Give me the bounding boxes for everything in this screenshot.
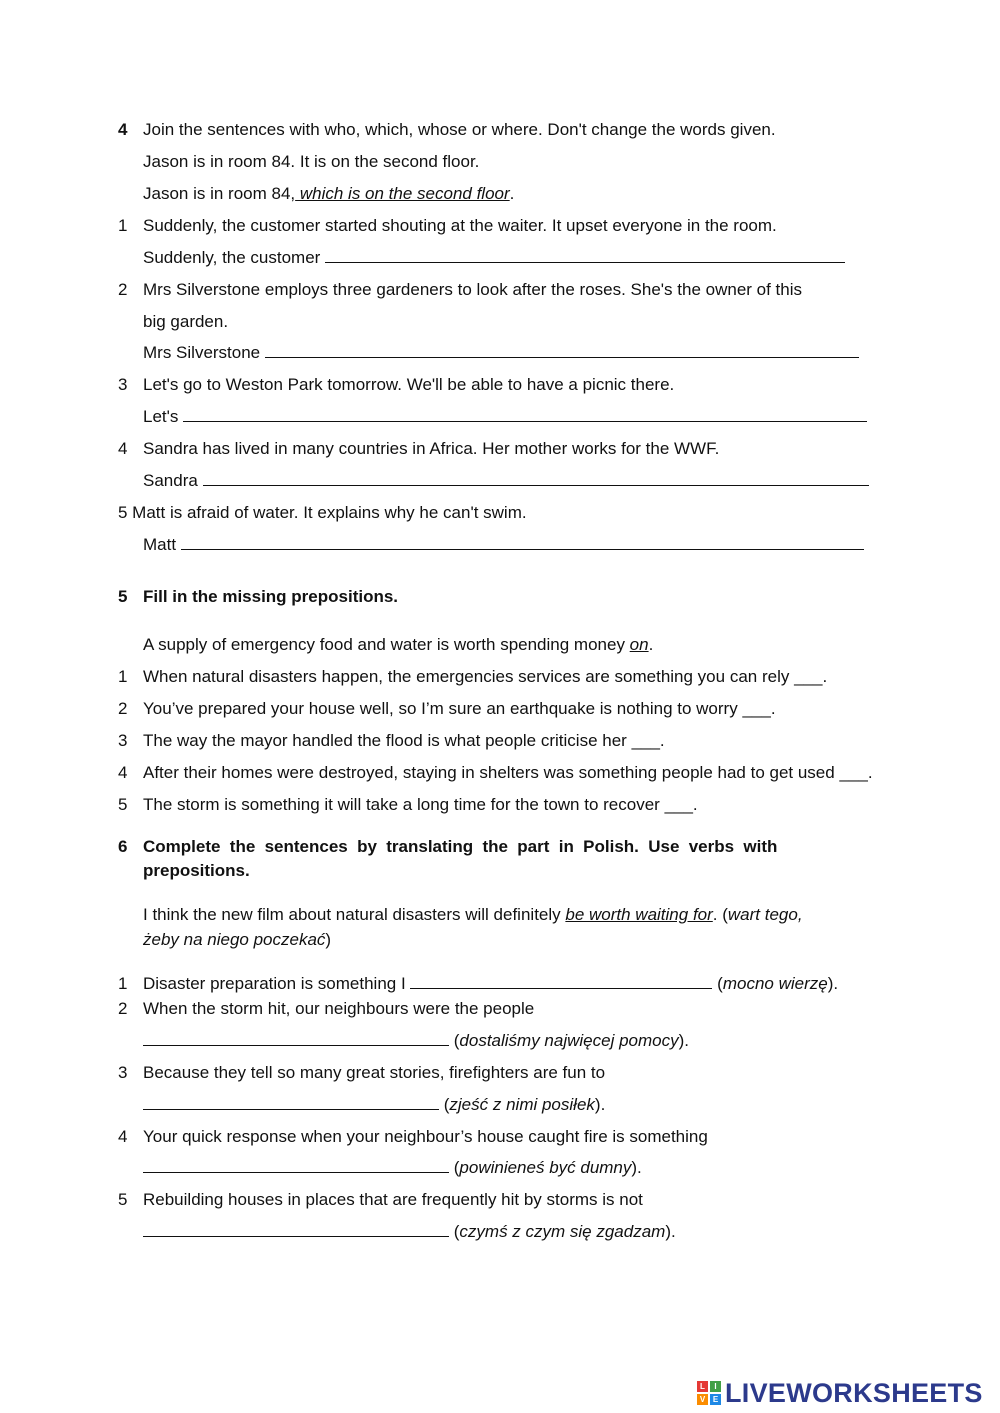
ex6-item-1-hint: mocno wierzę bbox=[722, 974, 828, 993]
ex5-item-4-text: After their homes were destroyed, staying in shelters was something people had to get used bbox=[143, 763, 835, 782]
ex5-item-3-blank[interactable]: ___. bbox=[631, 731, 665, 750]
ex5-item-1-text: When natural disasters happen, the emergencies services are something you can rely bbox=[143, 667, 790, 686]
ex5-item-1-number: 1 bbox=[118, 667, 128, 686]
ex6-example-end: ) bbox=[325, 930, 332, 949]
ex4-item-4-start: Sandra bbox=[143, 471, 198, 490]
ex6-example-line1 bbox=[143, 904, 803, 926]
ex4-item-2-answer-field[interactable] bbox=[265, 342, 859, 358]
ex6-item-2-hint: dostaliśmy najwięcej pomocy bbox=[459, 1031, 679, 1050]
ex4-item-2-answer-line bbox=[143, 342, 859, 364]
ex4-item-3-answer-field[interactable] bbox=[183, 406, 867, 422]
ex4-item-5-answer-line bbox=[143, 534, 864, 556]
ex5-item-4 bbox=[143, 762, 873, 784]
ex6-example-line2 bbox=[143, 929, 331, 951]
ex4-example-start: Jason is in room 84, bbox=[143, 184, 296, 203]
ex4-item-1-answer-field[interactable] bbox=[325, 247, 845, 263]
ex6-item-5-number: 5 bbox=[118, 1190, 128, 1209]
ex4-item-5-start: Matt bbox=[143, 535, 177, 554]
ex5-item-5-blank[interactable]: ___. bbox=[664, 795, 698, 814]
ex6-item-2-answer-line bbox=[143, 1030, 689, 1052]
ex6-instruction-line1: Complete the sentences by translating the part in Polish. Use verbs with bbox=[143, 837, 778, 856]
ex6-item-3-number: 3 bbox=[118, 1063, 128, 1082]
ex6-item-4-number: 4 bbox=[118, 1127, 128, 1146]
ex6-example-mid: . ( bbox=[712, 905, 728, 924]
ex4-item-4-answer-line bbox=[143, 470, 869, 492]
ex6-item-4-answer-field[interactable] bbox=[143, 1158, 449, 1173]
ex4-example-end: . bbox=[509, 184, 515, 203]
ex4-example-answer bbox=[143, 183, 514, 205]
ex4-instruction: Join the sentences with who, which, whose or where. Don't change the words given. bbox=[143, 120, 776, 139]
ex5-item-3-text: The way the mayor handled the flood is what people criticise her bbox=[143, 731, 627, 750]
ex4-item-3-number: 3 bbox=[118, 375, 128, 394]
ex5-item-2 bbox=[143, 698, 776, 720]
ex6-item-2-text: When the storm hit, our neighbours were the people bbox=[143, 999, 535, 1018]
ex6-item-3-answer-field[interactable] bbox=[143, 1095, 439, 1110]
ex4-item-4-answer-field[interactable] bbox=[203, 470, 869, 486]
ex5-item-1-blank[interactable]: ___. bbox=[794, 667, 828, 686]
ex4-item-5-prompt: 5 Matt is afraid of water. It explains why he can't swim. bbox=[118, 503, 527, 522]
ex6-item-5-text: Rebuilding houses in places that are frequently hit by storms is not bbox=[143, 1190, 643, 1209]
ex5-item-2-blank[interactable]: ___. bbox=[742, 699, 776, 718]
ex4-item-2-start: Mrs Silverstone bbox=[143, 343, 261, 362]
ex6-example-fill: be worth waiting for bbox=[565, 905, 713, 924]
ex5-number: 5 bbox=[118, 587, 128, 606]
ex5-example bbox=[143, 634, 653, 656]
ex5-item-3-number: 3 bbox=[118, 731, 128, 750]
ex6-example-hint2: żeby na niego poczekać bbox=[143, 930, 326, 949]
ex5-example-end: . bbox=[648, 635, 654, 654]
ex6-item-1-answer-field[interactable] bbox=[410, 974, 712, 989]
ex4-item-3-prompt: Let's go to Weston Park tomorrow. We'll be able to have a picnic there. bbox=[143, 375, 675, 394]
ex4-item-2-prompt-line2: big garden. bbox=[143, 312, 229, 331]
ex6-item-1 bbox=[143, 973, 838, 995]
ex6-item-2-number: 2 bbox=[118, 999, 128, 1018]
ex5-item-1 bbox=[143, 666, 827, 688]
liveworksheets-logo-icon bbox=[697, 1381, 721, 1405]
logo-tile-e: E bbox=[710, 1394, 721, 1405]
ex6-item-1-close: ). bbox=[827, 974, 839, 993]
ex6-item-1-number: 1 bbox=[118, 974, 128, 993]
ex4-item-1-start: Suddenly, the customer bbox=[143, 248, 321, 267]
ex5-instruction: Fill in the missing prepositions. bbox=[143, 587, 399, 606]
ex6-item-2-answer-field[interactable] bbox=[143, 1031, 449, 1046]
ex6-item-5-answer-line bbox=[143, 1221, 676, 1243]
liveworksheets-brand bbox=[697, 1377, 983, 1409]
ex6-item-1-open: ( bbox=[717, 974, 723, 993]
ex6-item-5-hint: czymś z czym się zgadzam bbox=[459, 1222, 666, 1241]
ex6-item-4-close: ). bbox=[631, 1158, 642, 1177]
ex4-item-4-prompt: Sandra has lived in many countries in Africa. Her mother works for the WWF. bbox=[143, 439, 720, 458]
ex6-instruction-line2: prepositions. bbox=[143, 861, 250, 880]
ex6-item-2-close: ). bbox=[678, 1031, 689, 1050]
ex6-item-5-answer-field[interactable] bbox=[143, 1222, 449, 1237]
ex4-item-1-prompt: Suddenly, the customer started shouting at the waiter. It upset everyone in the room. bbox=[143, 216, 777, 235]
ex5-item-5-text: The storm is something it will take a long time for the town to recover bbox=[143, 795, 660, 814]
ex6-item-3-open: ( bbox=[443, 1095, 450, 1114]
ex6-item-3-close: ). bbox=[594, 1095, 606, 1114]
ex6-item-3-answer-line bbox=[143, 1094, 605, 1116]
ex4-example-prompt: Jason is in room 84. It is on the second floor. bbox=[143, 152, 480, 171]
ex4-item-2-prompt-line1: Mrs Silverstone employs three gardeners to look after the roses. She's the owner of this bbox=[143, 280, 803, 299]
logo-tile-l: L bbox=[697, 1381, 708, 1392]
ex6-item-3-text: Because they tell so many great stories, firefighters are fun to bbox=[143, 1063, 606, 1082]
ex6-item-4-answer-line bbox=[143, 1157, 642, 1179]
ex6-item-1-text: Disaster preparation is something I bbox=[143, 974, 406, 993]
ex6-example-start: I think the new film about natural disasters will definitely bbox=[143, 905, 566, 924]
ex4-item-2-number: 2 bbox=[118, 280, 128, 299]
ex6-item-3-hint: zjeść z nimi posiłek bbox=[449, 1095, 595, 1114]
ex6-item-5-close: ). bbox=[665, 1222, 676, 1241]
ex6-item-4-open: ( bbox=[453, 1158, 460, 1177]
ex5-item-2-number: 2 bbox=[118, 699, 128, 718]
ex4-example-fill: which is on the second floor bbox=[295, 184, 510, 203]
ex6-number: 6 bbox=[118, 837, 128, 856]
ex4-item-3-start: Let's bbox=[143, 407, 179, 426]
ex4-item-4-number: 4 bbox=[118, 439, 128, 458]
ex5-item-4-number: 4 bbox=[118, 763, 128, 782]
ex4-number: 4 bbox=[118, 120, 128, 139]
ex4-item-3-answer-line bbox=[143, 406, 867, 428]
ex6-item-2-open: ( bbox=[453, 1031, 460, 1050]
ex5-item-5-number: 5 bbox=[118, 795, 128, 814]
ex6-example-hint1: wart tego, bbox=[727, 905, 803, 924]
ex6-item-4-text: Your quick response when your neighbour’s house caught fire is something bbox=[143, 1127, 708, 1146]
brand-name: LIVEWORKSHEETS bbox=[725, 1377, 983, 1408]
ex5-item-2-text: You’ve prepared your house well, so I’m sure an earthquake is nothing to worry bbox=[143, 699, 738, 718]
ex4-item-1-number: 1 bbox=[118, 216, 128, 235]
ex5-item-3 bbox=[143, 730, 665, 752]
logo-tile-v: V bbox=[697, 1394, 708, 1405]
ex5-item-5 bbox=[143, 794, 698, 816]
logo-tile-i: I bbox=[710, 1381, 721, 1392]
ex5-example-fill: on bbox=[629, 635, 649, 654]
ex6-item-4-hint: powinieneś być dumny bbox=[459, 1158, 632, 1177]
ex6-item-5-open: ( bbox=[453, 1222, 460, 1241]
ex5-example-start: A supply of emergency food and water is worth spending money bbox=[143, 635, 630, 654]
ex5-item-4-blank[interactable]: ___. bbox=[839, 763, 873, 782]
ex4-item-5-answer-field[interactable] bbox=[181, 534, 864, 550]
ex4-item-1-answer-line bbox=[143, 247, 845, 269]
